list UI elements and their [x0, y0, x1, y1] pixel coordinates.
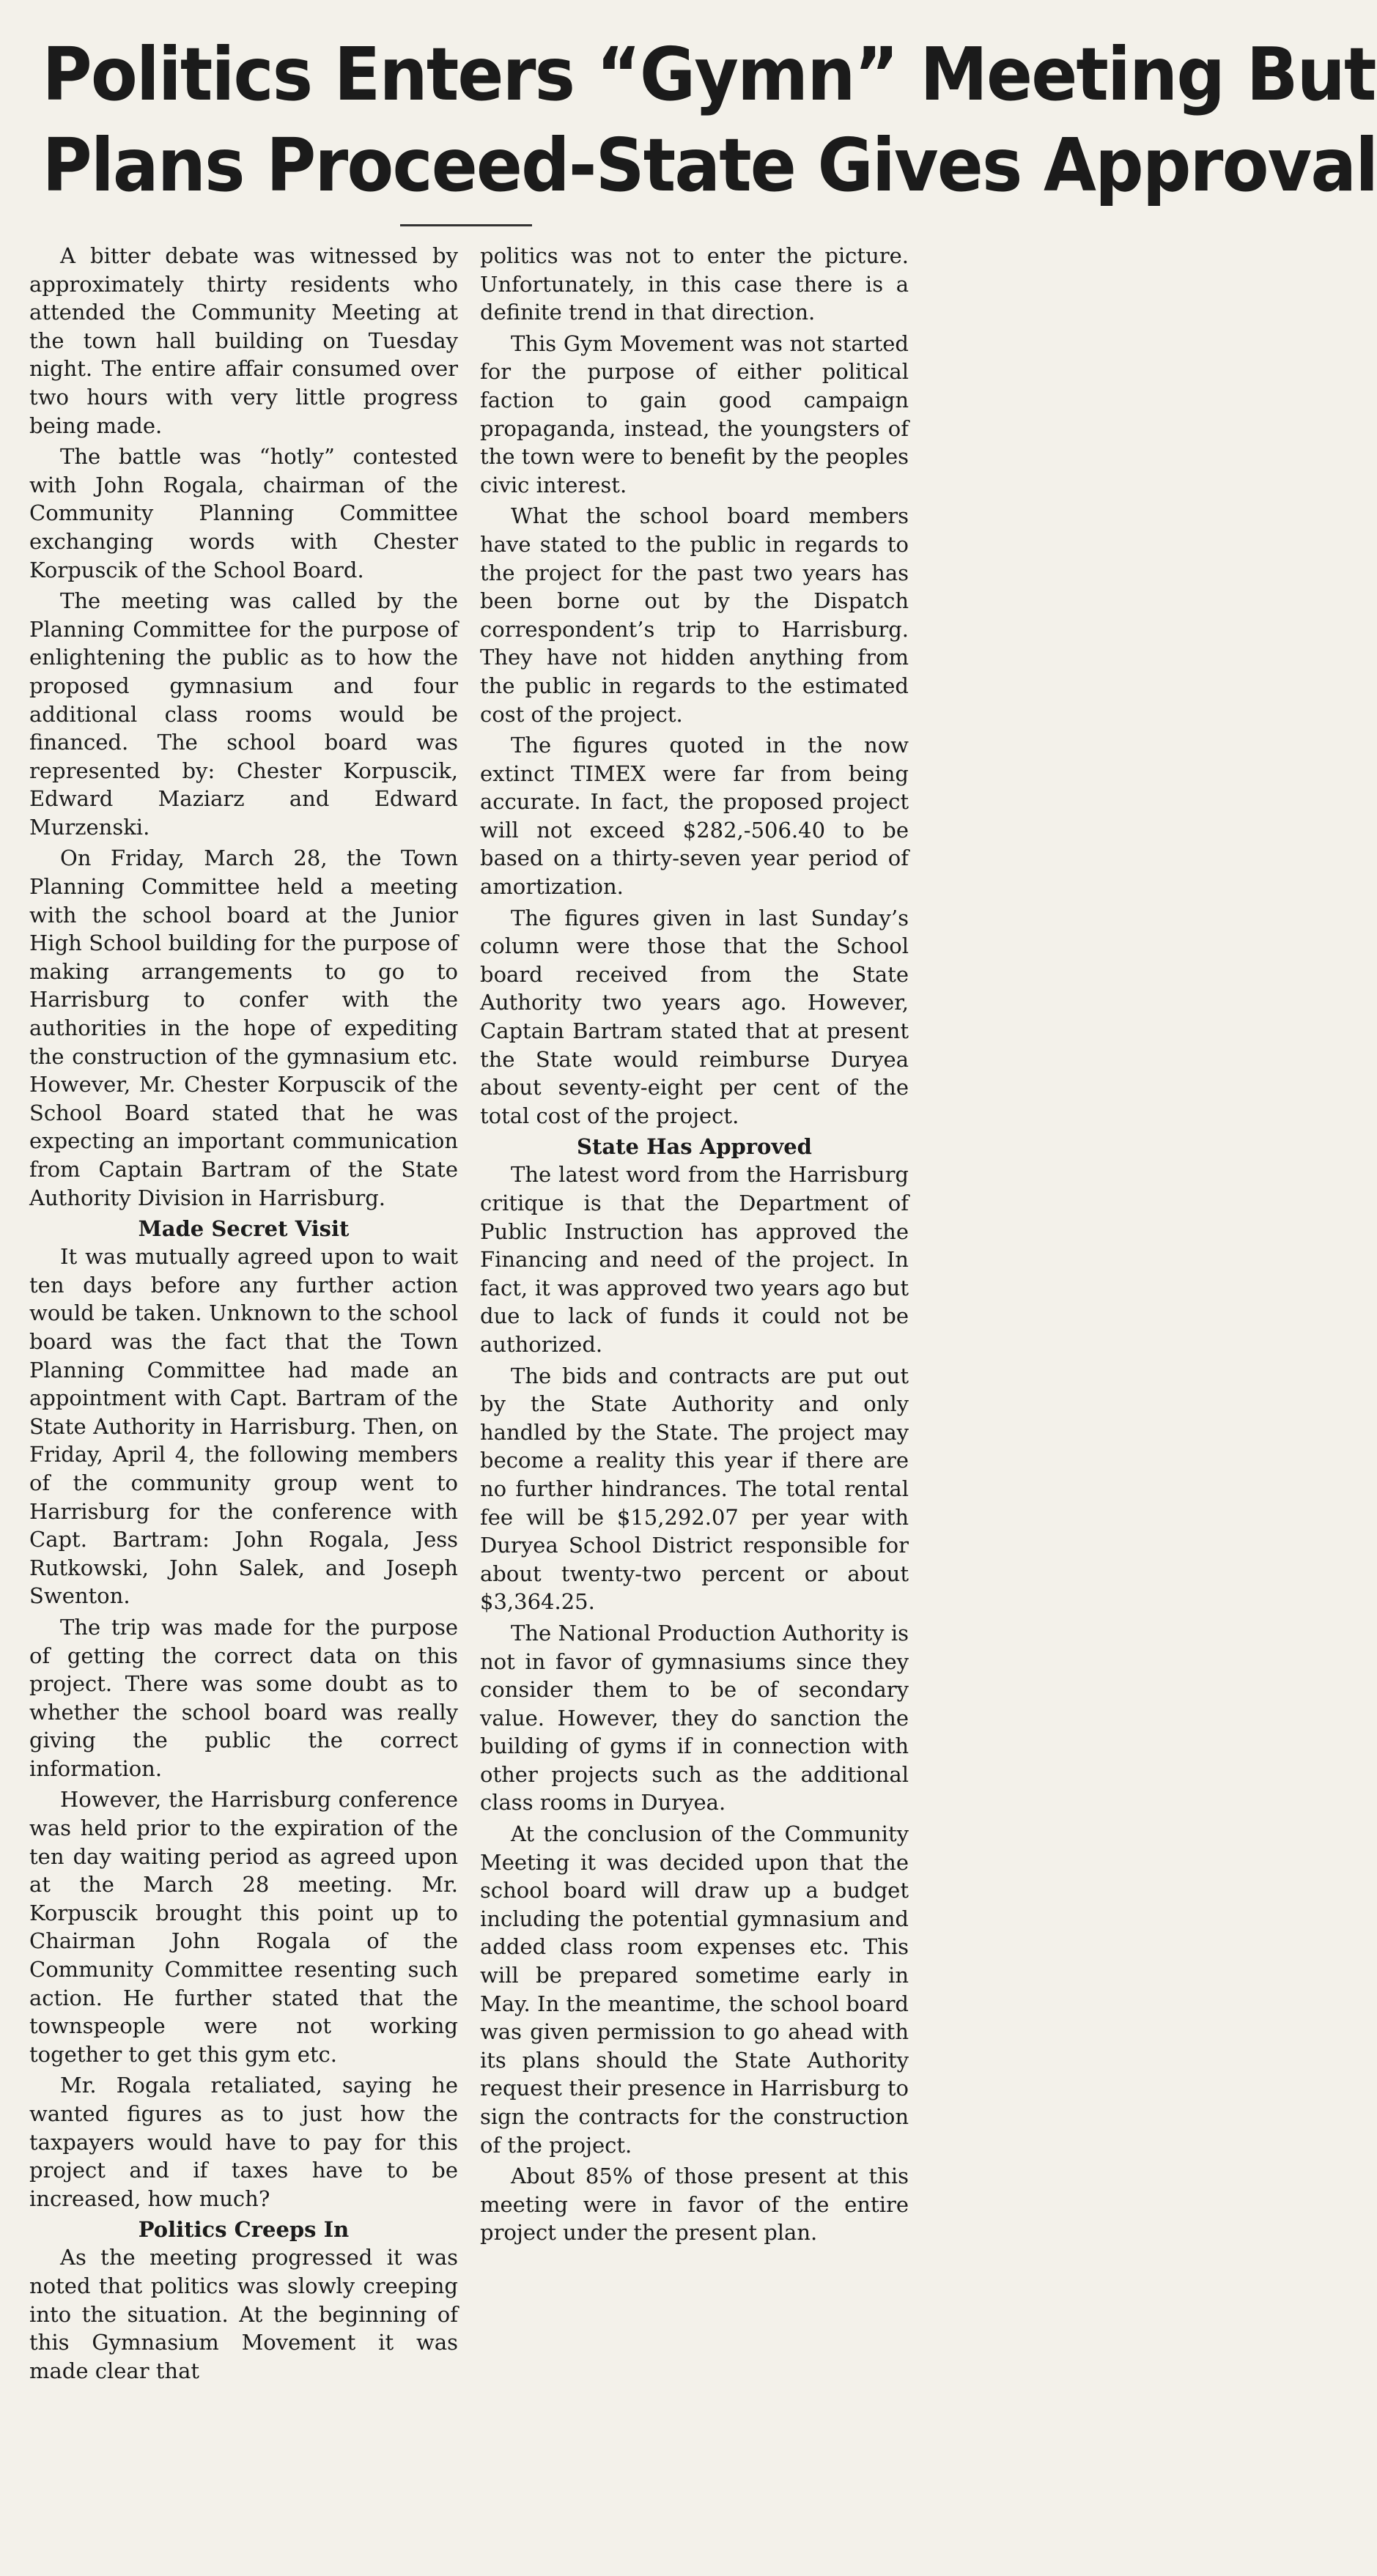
headline-line-2: Plans Proceed-State Gives Approval — [42, 122, 1377, 208]
article-body — [29, 242, 909, 2388]
paragraph: As the meeting progressed it was noted that politics was slowly creeping into the situation. At the beginning of this Gymnasium Movement it was made clear that — [29, 2245, 458, 2383]
paragraph: politics was not to enter the picture. Unfortunately, in this case there is a definite trend in that direction. — [480, 243, 909, 325]
right-column — [480, 242, 909, 2388]
paragraph: About 85% of those present at this meeting were in favor of the entire project under the present plan. — [480, 2164, 909, 2246]
paragraph: At the conclusion of the Community Meeting it was decided upon that the school board will draw up a budget including the potential gymnasium and added class room expenses etc. This will be prepared sometime early in May. In the meantime, the school board was given permission to go ahead with its plans should the State Authority request their presence in Harrisburg to sign the contracts for the construction of the project. — [480, 1821, 909, 2158]
paragraph: However, the Harrisburg conference was held prior to the expiration of the ten day waiting period as agreed upon at the March 28 meeting. Mr. Korpuscik brought this point up to Chairman John Rogala of the Community Committee resenting such action. He further stated that the townspeople were not working together to get this gym etc. — [29, 1787, 458, 2067]
left-column — [29, 242, 458, 2388]
paragraph: The figures quoted in the now extinct TIMEX were far from being accurate. In fact, the proposed project will not exceed $282,-506.40 to be based on a thirty-seven year period of amortization. — [480, 733, 909, 900]
subhead-politics-creeps-in: Politics Creeps In — [138, 2217, 350, 2243]
headline-divider — [400, 224, 532, 226]
paragraph: What the school board members have stated to the public in regards to the project for the past two years has been borne out by the Dispatch correspondent’s trip to Harrisburg. They have not hidden anything from the public in regards to the estimated cost of the project. — [480, 503, 909, 727]
paragraph: The latest word from the Harrisburg critique is that the Department of Public Instruction has approved the Financing and need of the project. In fact, it was approved two years ago but due to lack of funds it could not be authorized. — [480, 1162, 909, 1357]
headline-line-1: Politics Enters “Gymn” Meeting But — [42, 32, 1376, 117]
paragraph: Mr. Rogala retaliated, saying he wanted figures as to just how the taxpayers would have to pay for this project and if taxes have to be increased, how much? — [29, 2073, 458, 2211]
headline — [42, 29, 1377, 211]
paragraph: It was mutually agreed upon to wait ten days before any further action would be taken. Unknown to the school board was the fact that the Town Planning Committee had made an appointment with Capt. Bartram of the State Authority in Harrisburg. Then, on Friday, April 4, the following members of the community group went to Harrisburg for the conference with Capt. Bartram: John Rogala, Jess Rutkowski, John Salek, and Joseph Swenton. — [29, 1244, 458, 1609]
paragraph: The National Production Authority is not in favor of gymnasiums since they consider them to be of secondary value. However, they do sanction the building of gyms if in connection with other projects such as the additional class rooms in Duryea. — [480, 1620, 909, 1816]
paragraph: The figures given in last Sunday’s column were those that the School board received from the State Authority two years ago. However, Captain Bartram stated that at present the State would reimburse Duryea about seventy-eight per cent of the total cost of the project. — [480, 905, 909, 1128]
paragraph: A bitter debate was witnessed by approximately thirty residents who attended the Community Meeting at the town hall building on Tuesday night. The entire affair consumed over two hours with very little progress being made. — [29, 243, 458, 438]
paragraph: The trip was made for the purpose of getting the correct data on this project. There was some doubt as to whether the school board was really giving the public the correct information. — [29, 1614, 458, 1781]
subhead-made-secret-visit: Made Secret Visit — [138, 1216, 350, 1242]
paragraph: This Gym Movement was not started for the purpose of either political faction to gain good campaign propaganda, instead, the youngsters of the town were to benefit by the peoples civic interest. — [480, 330, 909, 497]
paragraph: The battle was “hotly” contested with John Rogala, chairman of the Community Planning Committee exchanging words with Chester Korpuscik of the School Board. — [29, 444, 458, 582]
paragraph: On Friday, March 28, the Town Planning Committee held a meeting with the school board at the Junior High School building for the purpose of making arrangements to go to Harrisburg to confer with the authorities in the hope of expediting the construction of the gymnasium etc. However, Mr. Chester Korpuscik of the School Board stated that he was expecting an important communication from Captain Bartram of the State Authority Division in Harrisburg. — [29, 845, 458, 1210]
paragraph: The meeting was called by the Planning Committee for the purpose of enlightening the public as to how the proposed gymnasium and four additional class rooms would be financed. The school board was represented by: Chester Korpuscik, Edward Maziarz and Edward Murzenski. — [29, 588, 458, 840]
subhead-state-has-approved: State Has Approved — [577, 1134, 812, 1160]
paragraph: The bids and contracts are put out by the State Authority and only handled by the State. The project may become a reality this year if there are no further hindrances. The total rental fee will be $15,292.07 per year with Duryea School District responsible for about twenty-two percent or about $3,364.25. — [480, 1363, 909, 1615]
